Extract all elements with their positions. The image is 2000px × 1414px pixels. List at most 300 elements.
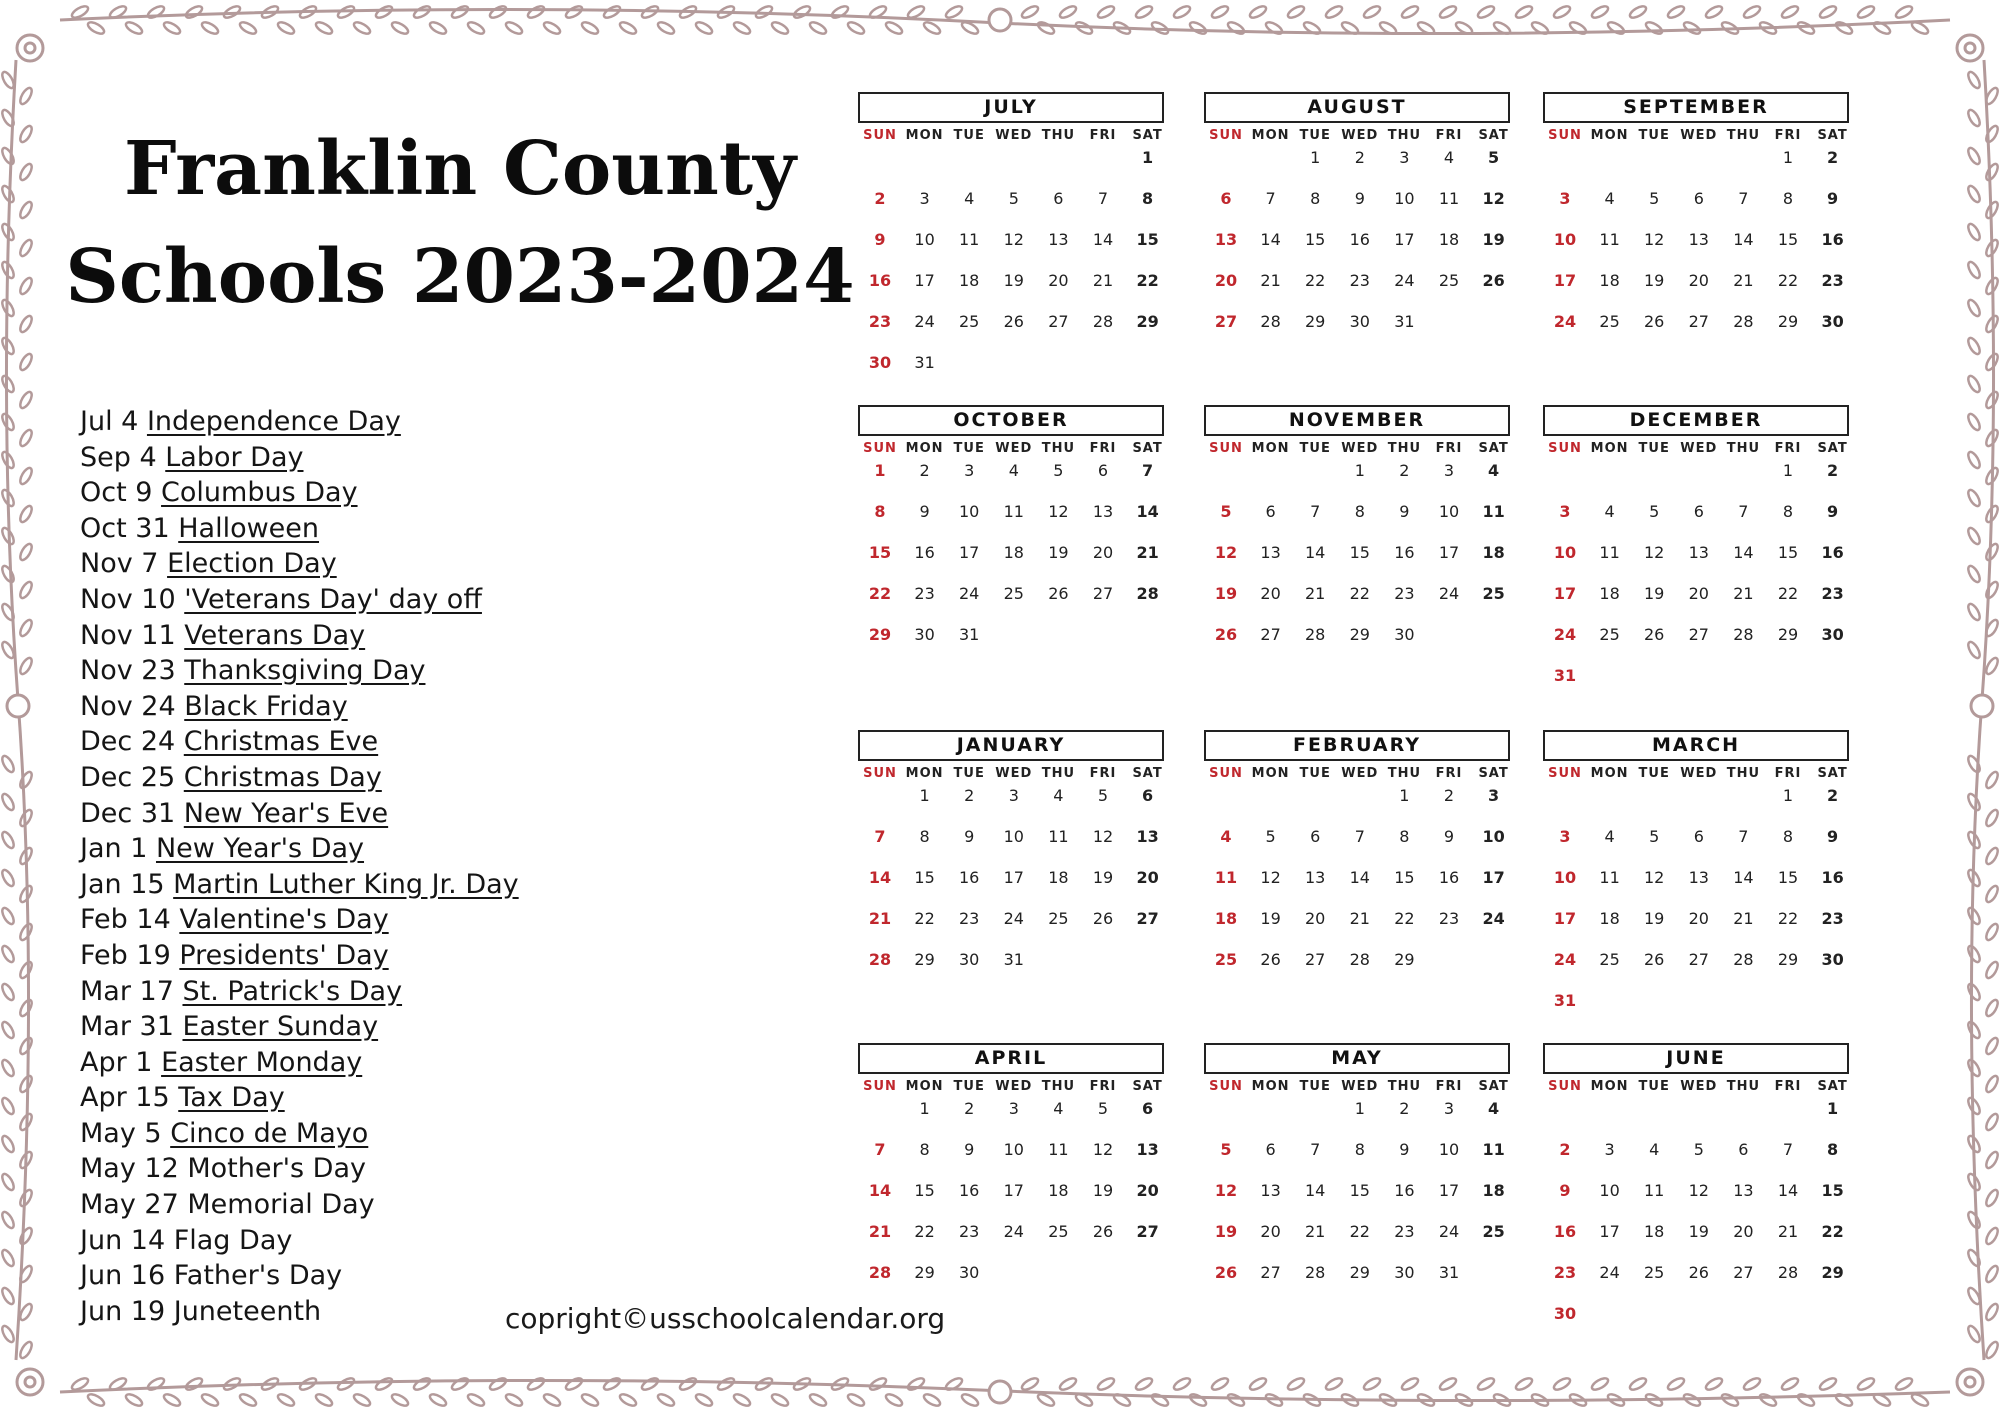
- day-cell: 5: [1265, 827, 1276, 846]
- day-cell: 10: [914, 230, 935, 249]
- day-cell: 13: [1260, 1181, 1281, 1200]
- day-cell: 9: [919, 502, 930, 521]
- holiday-date: Apr 15: [80, 1082, 170, 1114]
- day-cell: 4: [1649, 1140, 1660, 1159]
- day-cell: 24: [1553, 312, 1577, 331]
- holiday-link[interactable]: New Year's Eve: [183, 797, 389, 829]
- holiday-date: Jun 16: [80, 1260, 166, 1292]
- day-cell: 28: [1305, 625, 1326, 644]
- day-cell: 12: [1260, 868, 1281, 887]
- weekday-label: FRI: [1774, 766, 1802, 781]
- day-cell: 4: [1604, 189, 1615, 208]
- weekday-label: TUE: [1638, 441, 1670, 456]
- day-cell: 31: [1553, 991, 1577, 1010]
- day-cell: 21: [1733, 909, 1754, 928]
- day-cell: 19: [1048, 543, 1069, 562]
- holiday-item[interactable]: [80, 867, 640, 903]
- day-cell: 6: [1097, 461, 1109, 480]
- holiday-name: Mother's Day: [187, 1153, 366, 1185]
- day-cell: 9: [1827, 827, 1839, 846]
- weekday-label: FRI: [1089, 766, 1117, 781]
- day-cell: 2: [919, 461, 930, 480]
- holiday-item: [80, 1223, 640, 1259]
- holiday-name: Flag Day: [173, 1224, 293, 1256]
- day-cell: 23: [1553, 1263, 1577, 1282]
- day-cell: 7: [1738, 827, 1749, 846]
- day-cell: 17: [1482, 868, 1505, 887]
- holiday-item[interactable]: [80, 440, 640, 476]
- day-cell: 6: [1265, 1140, 1276, 1159]
- weekday-label: THU: [1041, 441, 1076, 456]
- holiday-item[interactable]: [80, 831, 640, 867]
- weekday-label: MON: [1590, 128, 1629, 143]
- weekday-label: THU: [1726, 766, 1761, 781]
- day-cell: 20: [1733, 1222, 1754, 1241]
- holiday-item[interactable]: [80, 724, 640, 760]
- day-cell: 28: [1733, 312, 1754, 331]
- day-cell: 1: [1782, 148, 1794, 167]
- day-cell: 20: [1048, 271, 1069, 290]
- day-cell: 24: [914, 312, 935, 331]
- day-cell: 11: [1599, 230, 1620, 249]
- holiday-date: Jul 4: [80, 406, 139, 437]
- day-cell: 20: [1305, 909, 1326, 928]
- day-cell: 20: [1136, 868, 1159, 887]
- weekday-label: FRI: [1435, 441, 1463, 456]
- day-cell: 3: [1559, 189, 1571, 208]
- holiday-date: Nov 10: [80, 583, 176, 615]
- day-cell: 17: [1394, 230, 1415, 249]
- day-cell: 19: [1214, 584, 1238, 603]
- day-cell: 27: [1260, 625, 1281, 644]
- day-cell: 23: [959, 1222, 980, 1241]
- day-cell: 17: [1438, 1181, 1460, 1200]
- holiday-item: [80, 1151, 640, 1187]
- day-cell: 19: [1092, 868, 1114, 887]
- day-cell: 8: [1782, 502, 1794, 521]
- weekday-label: WED: [995, 128, 1033, 143]
- day-cell: 2: [1354, 148, 1365, 167]
- day-cell: 21: [1733, 271, 1754, 290]
- holiday-link[interactable]: Cinco de Mayo: [170, 1117, 369, 1149]
- weekday-label: MON: [905, 766, 944, 781]
- holiday-link[interactable]: Election Day: [167, 548, 337, 580]
- holiday-link[interactable]: Halloween: [178, 512, 320, 544]
- weekday-label: SUN: [1209, 1079, 1243, 1094]
- day-cell: 6: [1693, 189, 1704, 208]
- weekday-label: THU: [1387, 441, 1422, 456]
- day-cell: 13: [1214, 230, 1238, 249]
- day-cell: 14: [1136, 502, 1159, 521]
- month-november: [1204, 405, 1510, 705]
- day-cell: 21: [1092, 271, 1114, 290]
- day-cell: 7: [874, 1140, 886, 1159]
- day-cell: 4: [1053, 1099, 1064, 1118]
- day-cell: 11: [1482, 502, 1505, 521]
- day-cell: 14: [1733, 868, 1754, 887]
- day-cell: 26: [1214, 1263, 1238, 1282]
- day-cell: 12: [1214, 543, 1238, 562]
- day-cell: 31: [1438, 1263, 1460, 1282]
- weekday-label: MON: [1590, 441, 1629, 456]
- day-cell: 16: [1553, 1222, 1577, 1241]
- day-cell: 24: [1553, 950, 1577, 969]
- day-cell: 21: [1260, 271, 1281, 290]
- day-cell: 7: [1310, 502, 1321, 521]
- day-cell: 14: [1305, 1181, 1326, 1200]
- weekday-label: MON: [905, 441, 944, 456]
- day-cell: 18: [1482, 1181, 1505, 1200]
- day-cell: 10: [1394, 189, 1415, 208]
- day-cell: 30: [959, 950, 980, 969]
- day-cell: 11: [959, 230, 980, 249]
- weekday-label: TUE: [953, 441, 985, 456]
- day-cell: 9: [1827, 189, 1839, 208]
- day-cell: 3: [1008, 1099, 1019, 1118]
- day-cell: 26: [1092, 909, 1114, 928]
- month-header: MARCH: [1543, 730, 1849, 761]
- holiday-date: Mar 17: [80, 975, 174, 1007]
- day-cell: 23: [1349, 271, 1370, 290]
- weekday-label: SAT: [1132, 1079, 1163, 1094]
- holiday-link[interactable]: Columbus Day: [161, 477, 358, 509]
- day-cell: 28: [1733, 950, 1754, 969]
- holiday-date: Feb 14: [80, 904, 171, 936]
- day-cell: 1: [1782, 786, 1794, 805]
- day-cell: 30: [1821, 312, 1844, 331]
- day-cell: 15: [1777, 230, 1799, 249]
- day-cell: 16: [1821, 543, 1844, 562]
- day-cell: 28: [868, 950, 892, 969]
- day-cell: 22: [1777, 271, 1799, 290]
- day-cell: 20: [1688, 271, 1709, 290]
- weekday-label: WED: [1341, 766, 1379, 781]
- day-cell: 13: [1092, 502, 1114, 521]
- weekday-label: WED: [1680, 1079, 1718, 1094]
- day-cell: 9: [1399, 1140, 1410, 1159]
- day-cell: 10: [1553, 230, 1577, 249]
- month-april: [858, 1043, 1164, 1343]
- day-cell: 26: [1003, 312, 1024, 331]
- holiday-item[interactable]: [80, 404, 640, 440]
- day-cell: 6: [1693, 827, 1704, 846]
- day-cell: 27: [1688, 950, 1709, 969]
- day-cell: 29: [1394, 950, 1415, 969]
- holiday-link[interactable]: Presidents' Day: [179, 939, 389, 971]
- holiday-item[interactable]: [80, 475, 640, 511]
- day-cell: 6: [1142, 786, 1154, 805]
- weekday-label: SUN: [863, 766, 897, 781]
- day-cell: 20: [1688, 909, 1709, 928]
- holiday-item[interactable]: [80, 938, 640, 974]
- day-cell: 20: [1136, 1181, 1159, 1200]
- day-cell: 21: [1305, 1222, 1326, 1241]
- day-cell: 11: [1482, 1140, 1505, 1159]
- day-cell: 15: [1821, 1181, 1844, 1200]
- weekday-label: WED: [1680, 766, 1718, 781]
- day-cell: 17: [1553, 909, 1577, 928]
- day-cell: 7: [1782, 1140, 1794, 1159]
- day-cell: 8: [1310, 189, 1321, 208]
- holiday-link[interactable]: Easter Monday: [161, 1046, 363, 1078]
- day-cell: 7: [1097, 189, 1109, 208]
- day-cell: 27: [1260, 1263, 1281, 1282]
- day-cell: 8: [874, 502, 886, 521]
- weekday-label: WED: [995, 1079, 1033, 1094]
- day-cell: 2: [1559, 1140, 1571, 1159]
- day-cell: 14: [1777, 1181, 1799, 1200]
- weekday-label: MON: [1590, 766, 1629, 781]
- holiday-date: Jan 15: [80, 868, 165, 900]
- holiday-date: Dec 31: [80, 797, 176, 829]
- holiday-date: May 12: [80, 1153, 179, 1185]
- holiday-item[interactable]: [80, 511, 640, 547]
- day-cell: 5: [1053, 461, 1064, 480]
- day-cell: 11: [1599, 868, 1620, 887]
- weekday-label: WED: [1341, 1079, 1379, 1094]
- weekday-label: SAT: [1817, 441, 1848, 456]
- day-cell: 16: [959, 868, 980, 887]
- holiday-link[interactable]: 'Veterans Day' day off: [184, 583, 482, 615]
- day-cell: 2: [1399, 1099, 1410, 1118]
- day-cell: 19: [1260, 909, 1281, 928]
- day-cell: 21: [1733, 584, 1754, 603]
- holiday-link[interactable]: Easter Sunday: [182, 1011, 379, 1043]
- day-cell: 25: [1438, 271, 1460, 290]
- day-cell: 1: [1142, 148, 1154, 167]
- day-cell: 1: [919, 1099, 930, 1118]
- day-cell: 27: [1733, 1263, 1754, 1282]
- day-cell: 18: [1599, 584, 1620, 603]
- day-cell: 19: [1688, 1222, 1709, 1241]
- day-cell: 5: [1649, 827, 1660, 846]
- day-cell: 17: [1438, 543, 1460, 562]
- day-cell: 23: [1438, 909, 1460, 928]
- day-cell: 20: [1092, 543, 1114, 562]
- day-cell: 10: [1003, 1140, 1024, 1159]
- day-cell: 15: [1305, 230, 1326, 249]
- day-cell: 2: [964, 1099, 975, 1118]
- day-cell: 6: [1310, 827, 1321, 846]
- weekday-label: THU: [1726, 128, 1761, 143]
- month-december: [1543, 405, 1849, 705]
- day-cell: 30: [1394, 625, 1415, 644]
- day-cell: 19: [1092, 1181, 1114, 1200]
- day-cell: 17: [1599, 1222, 1620, 1241]
- day-cell: 24: [959, 584, 980, 603]
- day-cell: 22: [1349, 1222, 1370, 1241]
- day-cell: 29: [1777, 625, 1799, 644]
- day-cell: 4: [1443, 148, 1455, 167]
- day-cell: 12: [1644, 868, 1665, 887]
- weekday-label: SUN: [863, 128, 897, 143]
- weekday-label: TUE: [953, 766, 985, 781]
- weekday-label: WED: [1341, 128, 1379, 143]
- day-cell: 22: [1821, 1222, 1844, 1241]
- day-cell: 16: [1394, 1181, 1415, 1200]
- day-cell: 27: [1136, 1222, 1159, 1241]
- day-cell: 28: [1260, 312, 1281, 331]
- holiday-item[interactable]: [80, 618, 640, 654]
- day-cell: 11: [1048, 1140, 1069, 1159]
- holiday-link[interactable]: Tax Day: [178, 1082, 285, 1114]
- day-cell: 28: [1349, 950, 1370, 969]
- holiday-link[interactable]: Labor Day: [165, 441, 304, 473]
- weekday-label: TUE: [1299, 1079, 1331, 1094]
- day-cell: 24: [1482, 909, 1505, 928]
- holiday-item[interactable]: [80, 689, 640, 725]
- holiday-link[interactable]: St. Patrick's Day: [182, 975, 403, 1007]
- day-cell: 16: [1438, 868, 1460, 887]
- day-cell: 3: [919, 189, 930, 208]
- month-header: OCTOBER: [858, 405, 1164, 436]
- holiday-item[interactable]: [80, 1080, 640, 1116]
- month-header: NOVEMBER: [1204, 405, 1510, 436]
- day-cell: 4: [1220, 827, 1232, 846]
- weekday-label: SAT: [1817, 766, 1848, 781]
- weekday-label: TUE: [1299, 766, 1331, 781]
- weekday-label: FRI: [1435, 128, 1463, 143]
- day-cell: 11: [1438, 189, 1460, 208]
- day-cell: 21: [1349, 909, 1370, 928]
- month-july: [858, 92, 1164, 392]
- day-cell: 13: [1136, 827, 1159, 846]
- weekday-label: TUE: [953, 128, 985, 143]
- day-cell: 18: [1599, 271, 1620, 290]
- day-cell: 20: [1260, 1222, 1281, 1241]
- day-cell: 24: [1438, 1222, 1460, 1241]
- day-cell: 5: [1097, 786, 1109, 805]
- weekday-label: TUE: [1638, 766, 1670, 781]
- day-cell: 30: [959, 1263, 980, 1282]
- holiday-item[interactable]: [80, 760, 640, 796]
- day-cell: 7: [1354, 827, 1365, 846]
- day-cell: 16: [1821, 868, 1844, 887]
- month-header: MAY: [1204, 1043, 1510, 1074]
- holiday-date: May 27: [80, 1189, 179, 1221]
- day-cell: 15: [1349, 543, 1370, 562]
- day-cell: 10: [1003, 827, 1024, 846]
- page-title: [60, 115, 860, 331]
- holiday-date: Nov 23: [80, 655, 176, 687]
- day-cell: 22: [914, 909, 935, 928]
- month-header: SEPTEMBER: [1543, 92, 1849, 123]
- day-cell: 10: [1438, 1140, 1460, 1159]
- holiday-date: Jan 1: [80, 833, 148, 865]
- holiday-date: Sep 4: [80, 441, 157, 473]
- weekday-label: THU: [1387, 1079, 1422, 1094]
- holiday-link[interactable]: Independence Day: [146, 406, 401, 437]
- weekday-label: FRI: [1089, 1079, 1117, 1094]
- day-cell: 6: [1220, 189, 1232, 208]
- day-cell: 25: [1599, 312, 1620, 331]
- holiday-item[interactable]: [80, 1116, 640, 1152]
- holiday-item[interactable]: [80, 902, 640, 938]
- holiday-item[interactable]: [80, 582, 640, 618]
- holiday-name: Juneteenth: [173, 1295, 322, 1327]
- day-cell: 4: [1604, 502, 1615, 521]
- holiday-link[interactable]: Thanksgiving Day: [184, 655, 426, 687]
- day-cell: 16: [1821, 230, 1844, 249]
- day-cell: 29: [1777, 312, 1799, 331]
- day-cell: 27: [1048, 312, 1069, 331]
- day-cell: 17: [1553, 584, 1577, 603]
- day-cell: 22: [868, 584, 892, 603]
- day-cell: 5: [1097, 1099, 1109, 1118]
- holiday-item[interactable]: [80, 796, 640, 832]
- holiday-item[interactable]: [80, 653, 640, 689]
- day-cell: 25: [1048, 1222, 1069, 1241]
- holiday-item[interactable]: [80, 1045, 640, 1081]
- holiday-link[interactable]: Martin Luther King Jr. Day: [173, 868, 519, 900]
- weekday-label: SAT: [1478, 766, 1509, 781]
- weekday-label: TUE: [1638, 128, 1670, 143]
- month-header: DECEMBER: [1543, 405, 1849, 436]
- day-cell: 12: [1644, 230, 1665, 249]
- weekday-label: MON: [905, 1079, 944, 1094]
- day-cell: 4: [1488, 461, 1500, 480]
- holiday-name: Memorial Day: [187, 1189, 375, 1221]
- day-cell: 9: [1827, 502, 1839, 521]
- day-cell: 15: [914, 1181, 935, 1200]
- holiday-link[interactable]: Black Friday: [184, 690, 348, 722]
- holiday-link[interactable]: Christmas Eve: [183, 726, 379, 758]
- day-cell: 21: [1305, 584, 1326, 603]
- month-august: [1204, 92, 1510, 392]
- holiday-item[interactable]: [80, 546, 640, 582]
- day-cell: 17: [1003, 868, 1024, 887]
- holiday-item[interactable]: [80, 974, 640, 1010]
- day-cell: 10: [1438, 502, 1460, 521]
- day-cell: 25: [1599, 950, 1620, 969]
- day-cell: 12: [1092, 1140, 1114, 1159]
- day-cell: 5: [1693, 1140, 1704, 1159]
- day-cell: 30: [1821, 625, 1844, 644]
- day-cell: 29: [868, 625, 892, 644]
- day-cell: 31: [1553, 666, 1577, 685]
- weekday-label: FRI: [1435, 766, 1463, 781]
- holiday-link[interactable]: Veterans Day: [184, 619, 366, 651]
- weekday-label: THU: [1041, 766, 1076, 781]
- day-cell: 31: [959, 625, 980, 644]
- day-cell: 25: [1048, 909, 1069, 928]
- holiday-link[interactable]: Christmas Day: [183, 761, 382, 793]
- holiday-name: Father's Day: [173, 1260, 343, 1292]
- day-cell: 31: [1003, 950, 1024, 969]
- weekday-label: SUN: [1548, 128, 1582, 143]
- day-cell: 21: [1777, 1222, 1799, 1241]
- weekday-label: THU: [1726, 1079, 1761, 1094]
- holiday-link[interactable]: Valentine's Day: [179, 904, 389, 936]
- day-cell: 22: [1777, 909, 1799, 928]
- day-cell: 27: [1214, 312, 1238, 331]
- weekday-label: THU: [1387, 128, 1422, 143]
- day-cell: 28: [868, 1263, 892, 1282]
- weekday-label: SUN: [1548, 1079, 1582, 1094]
- day-cell: 12: [1214, 1181, 1238, 1200]
- day-cell: 25: [1644, 1263, 1665, 1282]
- holiday-item[interactable]: [80, 1009, 640, 1045]
- weekday-label: FRI: [1774, 441, 1802, 456]
- day-cell: 25: [1482, 1222, 1505, 1241]
- day-cell: 31: [914, 353, 935, 372]
- weekday-label: TUE: [953, 1079, 985, 1094]
- day-cell: 7: [1310, 1140, 1321, 1159]
- day-cell: 9: [1354, 189, 1365, 208]
- month-october: [858, 405, 1164, 705]
- holiday-date: Oct 31: [80, 512, 170, 544]
- holiday-link[interactable]: New Year's Day: [155, 833, 365, 865]
